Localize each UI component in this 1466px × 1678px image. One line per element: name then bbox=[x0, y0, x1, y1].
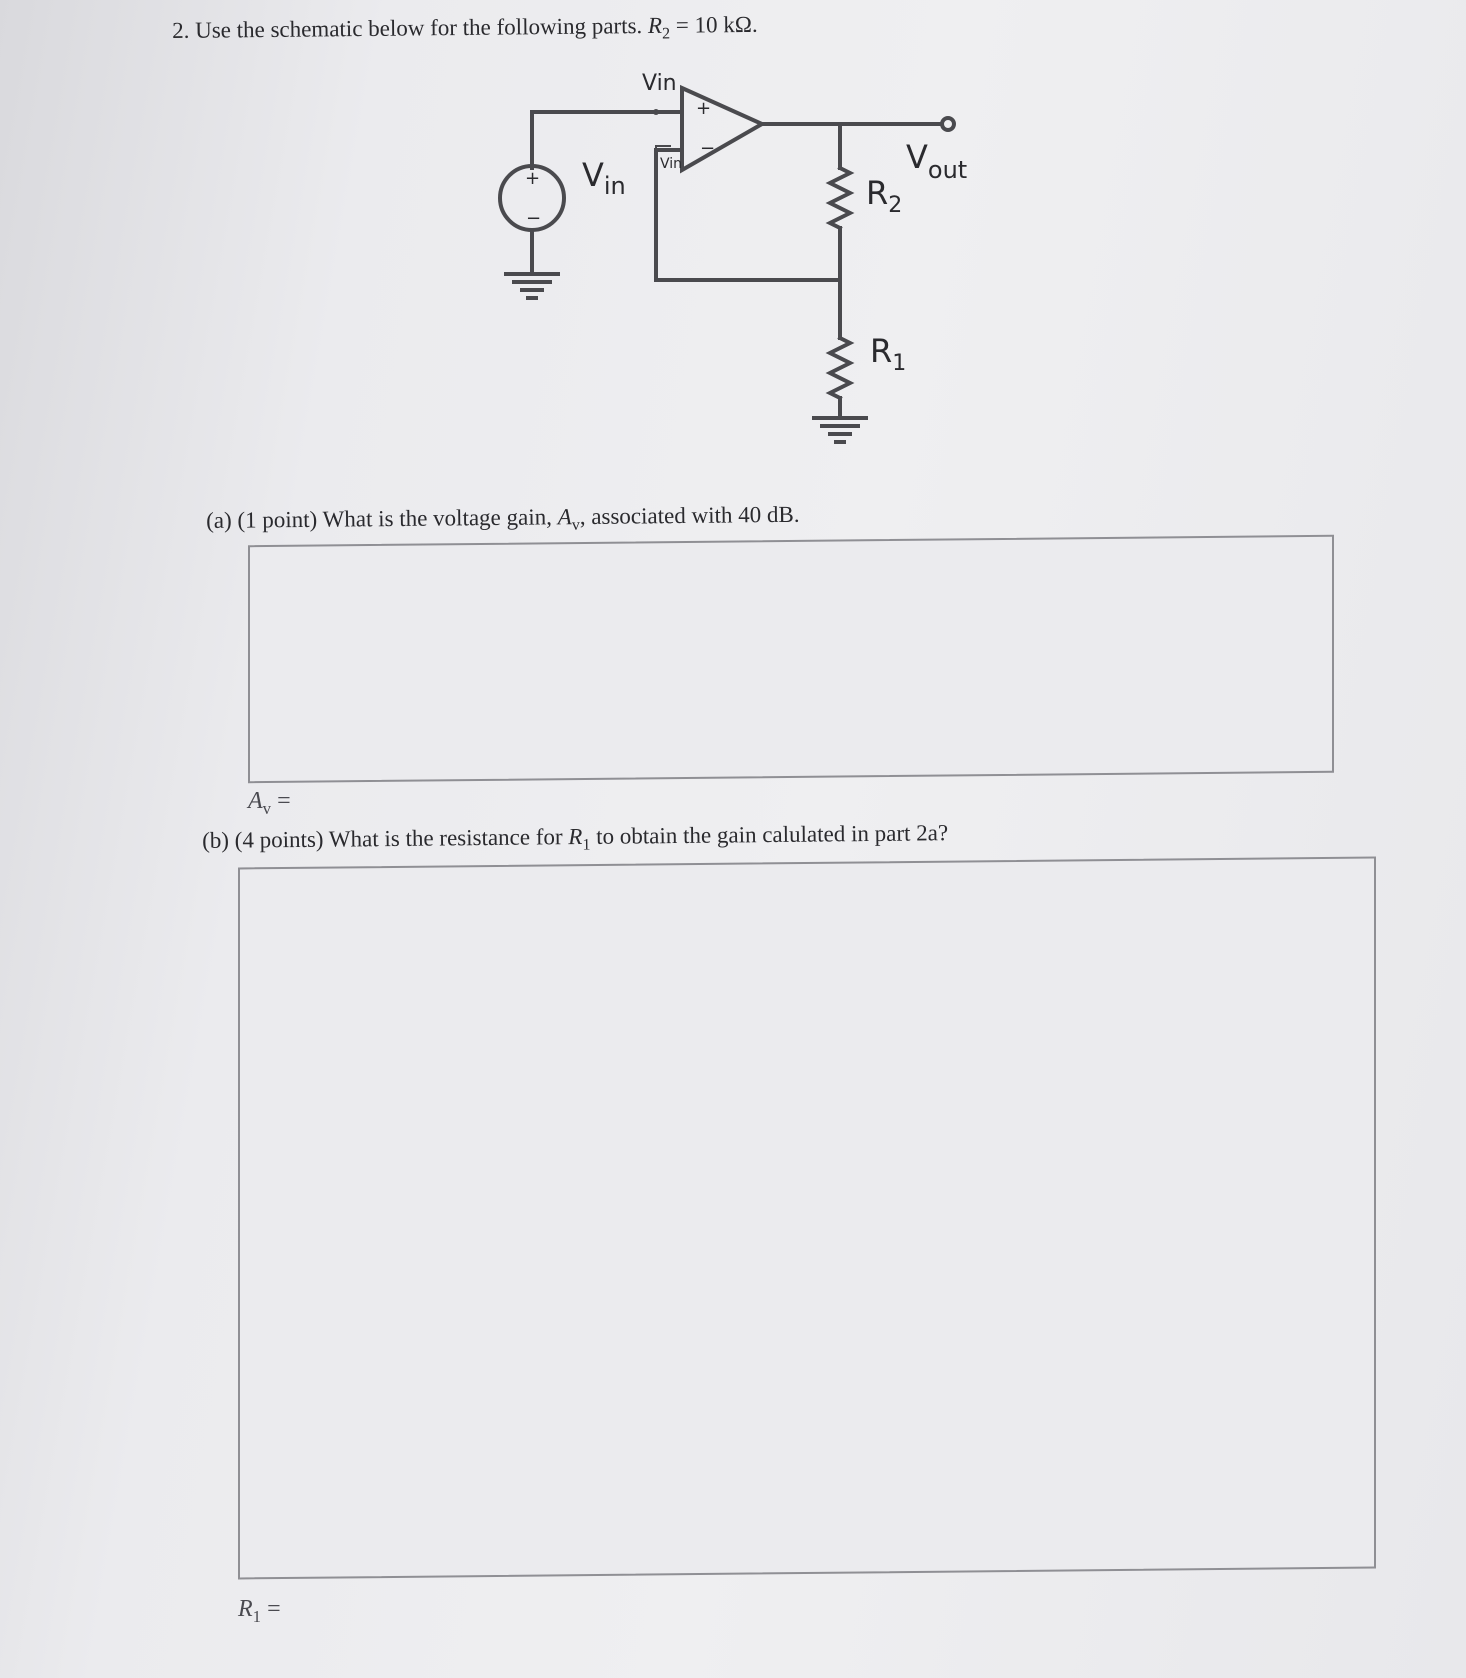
part-b-answer-box[interactable] bbox=[238, 857, 1376, 1580]
source-label: V bbox=[582, 156, 604, 194]
part-a-symbol: A bbox=[557, 504, 572, 530]
part-b-prompt bbox=[202, 820, 948, 858]
part-b-answer-symbol: R bbox=[238, 1596, 253, 1622]
part-a-text-before: What is the voltage gain, bbox=[322, 504, 553, 532]
svg-text:R2 bbox=[866, 174, 902, 218]
question-2-prompt bbox=[172, 12, 758, 49]
part-b-symbol-sub: 1 bbox=[582, 836, 591, 854]
r2-resistor bbox=[830, 168, 850, 228]
part-b-answer-eq: = bbox=[267, 1596, 281, 1622]
source-sub: in bbox=[603, 172, 626, 200]
part-b-text-before: What is the resistance for bbox=[328, 824, 563, 852]
r2-sub: 2 bbox=[888, 193, 903, 218]
part-a-answer-sub: v bbox=[262, 798, 272, 818]
part-a-text-after: , associated with 40 dB. bbox=[579, 501, 800, 530]
vout-label: V bbox=[906, 138, 928, 176]
question-number: 2. bbox=[172, 17, 190, 43]
r1-sub: 1 bbox=[892, 351, 907, 376]
source-minus-sign: − bbox=[526, 208, 542, 229]
opamp-triangle bbox=[682, 88, 762, 170]
svg-text:Vout bbox=[906, 138, 967, 184]
part-b-label: (b) bbox=[202, 827, 230, 853]
opamp-plus-sign: + bbox=[696, 98, 712, 119]
part-a-points: (1 point) bbox=[237, 506, 318, 533]
r1-label: R bbox=[870, 332, 893, 370]
svg-text:Vin bbox=[582, 156, 626, 200]
vin-small-label: Vin bbox=[660, 156, 683, 172]
svg-text:R1 bbox=[870, 332, 906, 376]
vout-sub: out bbox=[927, 156, 968, 184]
part-a-prompt bbox=[206, 502, 800, 539]
part-a-label: (a) bbox=[206, 507, 232, 533]
given-r2-symbol: R bbox=[647, 12, 663, 39]
r1-resistor bbox=[830, 338, 850, 398]
source-plus-sign: + bbox=[525, 168, 541, 189]
part-b-answer-sub: 1 bbox=[252, 1606, 262, 1626]
node-dot bbox=[653, 109, 659, 115]
non-inverting-amplifier-schematic bbox=[470, 68, 990, 458]
part-a-answer-box[interactable] bbox=[248, 535, 1334, 783]
part-b-points: (4 points) bbox=[234, 826, 324, 853]
r1-ground-icon bbox=[814, 418, 866, 442]
given-r2-value: = 10 kΩ. bbox=[675, 11, 758, 38]
part-a-answer-eq: = bbox=[277, 788, 291, 814]
part-a-answer-label bbox=[248, 788, 291, 819]
part-b-text-after: to obtain the gain calulated in part 2a? bbox=[596, 820, 949, 849]
question-text: Use the schematic below for the following parts. bbox=[194, 13, 643, 43]
r2-label: R bbox=[866, 174, 889, 212]
part-b-symbol: R bbox=[568, 824, 583, 850]
vin-top-label: Vin bbox=[642, 71, 677, 96]
opamp-minus-sign: − bbox=[700, 138, 716, 159]
part-a-symbol-sub: v bbox=[571, 516, 580, 534]
part-a-answer-symbol: A bbox=[248, 788, 263, 814]
given-r2-sub: 2 bbox=[662, 25, 671, 43]
source-ground-icon bbox=[506, 274, 558, 298]
part-b-answer-label bbox=[238, 1596, 281, 1627]
vout-terminal bbox=[942, 118, 954, 130]
